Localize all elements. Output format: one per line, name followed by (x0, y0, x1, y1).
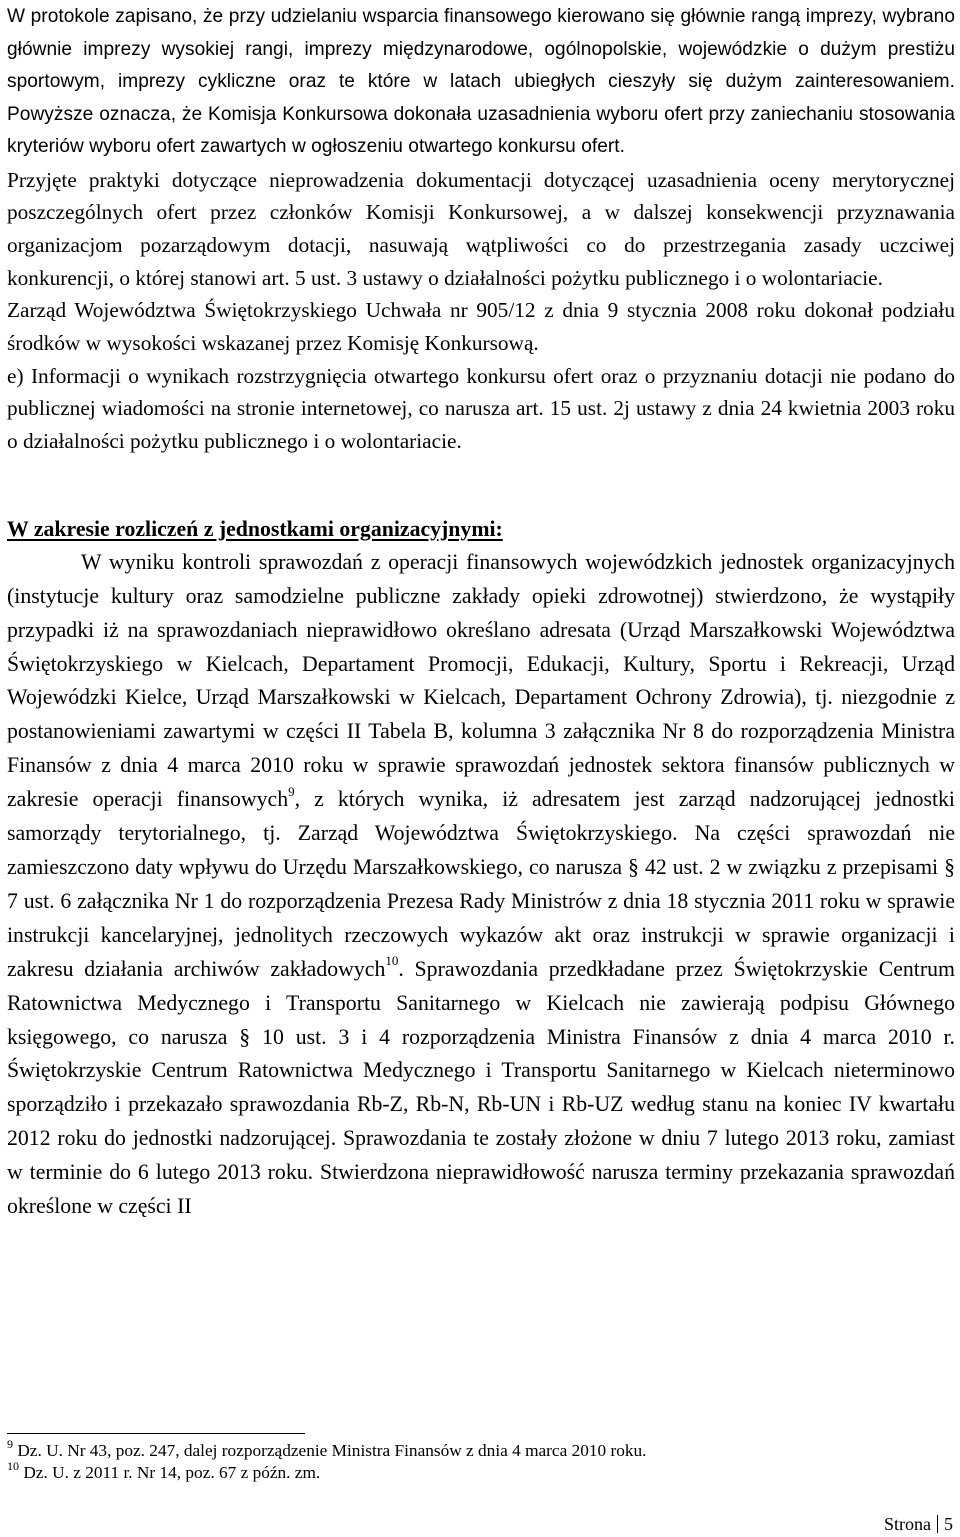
section-text-part1: W wyniku kontroli sprawozdań z operacji finansowych wojewódzkich jednostek organizacyjnych (instytucje kultury oraz samodzielne publiczne zakłady opieki zdrowotnej) stwierdzono, że wystąpiły przypadki iż na sprawozdaniach nieprawidłowo określano adresata (Urząd Marszałkowski Województwa Świętokrzyskiego w Kielcach, Departament Promocji, Edukacji, Kultury, Sportu i Rekreacji, Urząd Wojewódzki Kielce, Urząd Marszałkowski w Kielcach, Departament Ochrony Zdrowia), tj. niezgodnie z postanowieniami zawartymi w części II Tabela B, kolumna 3 załącznika Nr 8 do rozporządzenia Ministra Finansów z dnia 4 marca 2010 roku w sprawie sprawozdań jednostek sektora finansów publicznych w zakresie operacji finansowych (7, 549, 955, 812)
footnote-ref-9[interactable]: 9 (288, 783, 295, 799)
page-label: Strona (884, 1514, 931, 1534)
footnote-number: 9 (7, 1437, 13, 1452)
footnote-item (7, 1459, 947, 1484)
footnote-text: Dz. U. z 2011 r. Nr 14, poz. 67 z późn. zm. (23, 1463, 321, 1482)
footnote-number: 10 (7, 1459, 19, 1474)
page-footer (884, 1513, 953, 1535)
footnote-ref-10[interactable]: 10 (385, 953, 399, 969)
document-page (7, 0, 955, 1224)
section-heading: W zakresie rozliczeń z jednostkami organizacyjnymi: (7, 516, 503, 541)
footnote-divider (7, 1433, 305, 1434)
footnote-text: Dz. U. Nr 43, poz. 247, dalej rozporządzenie Ministra Finansów z dnia 4 marca 2010 roku. (17, 1441, 647, 1460)
section-text-part2: , z których wynika, iż adresatem jest zarząd nadzorującej jednostki samorządy terytorialnego, tj. Zarząd Województwa Świętokrzyskiego. Na części sprawozdań nie zamieszczono daty wpływu do Urzędu Marszałkowskiego, co narusza § 42 ust. 2 w związku z przepisami § 7 ust. 6 załącznika Nr 1 do rozporządzenia Prezesa Rady Ministrów z dnia 18 stycznia 2011 roku w sprawie instrukcji kancelaryjnej, jednolitych rzeczowych wykazów akt oraz instrukcji w sprawie organizacji i zakresu działania archiwów zakładowych (7, 787, 955, 981)
footnote-item (7, 1437, 947, 1462)
paragraph-selection-criteria: W protokole zapisano, że przy udzielaniu wsparcia finansowego kierowano się głównie rangą imprezy, wybrano głównie imprezy wysokiej rangi, imprezy międzynarodowe, ogólnopolskie, wojewódzkie o dużym prestiżu sportowym, imprezy cykliczne oraz te które w latach ubiegłych cieszyły się dużym zainteresowaniem. Powyższe oznacza, że Komisja Konkursowa dokonała uzasadnienia wyboru ofert przy zaniechaniu stosowania kryteriów wyboru ofert zawartych w ogłoszeniu otwartego konkursu ofert. (7, 6, 955, 157)
paragraph-publication-breach (7, 360, 955, 458)
paragraph-board-resolution: Zarząd Województwa Świętokrzyskiego Uchwała nr 905/12 z dnia 9 stycznia 2008 roku dokonał podziału środków w wysokości wskazanej przez Komisję Konkursową. (7, 298, 955, 356)
section-spacer (7, 458, 955, 512)
footnotes (7, 1437, 947, 1484)
point-letter: e (7, 363, 17, 388)
section-text-part3: . Sprawozdania przedkładane przez Świętokrzyskie Centrum Ratownictwa Medycznego i Transportu Sanitarnego w Kielcach nie zawierają podpisu Głównego księgowego, co narusza § 10 ust. 3 i 4 rozporządzenia Ministra Finansów z dnia 4 marca 2010 r. Świętokrzyskie Centrum Ratownictwa Medycznego i Transportu Sanitarnego w Kielcach nieterminowo sporządziło i przekazało sprawozdania Rb-Z, Rb-N, Rb-UN i Rb-UZ według stanu na koniec IV kwartału 2012 roku do jednostki nadzorującej. Sprawozdania te zostały złożone w dniu 7 lutego 2013 roku, zamiast w terminie do 6 lutego 2013 roku. Stwierdzona nieprawidłowość narusza terminy przekazania sprawozdań określone w części II (7, 956, 955, 1219)
section-paragraph (7, 546, 955, 1224)
footer-separator (937, 1515, 938, 1533)
point-text: ) Informacji o wynikach rozstrzygnięcia otwartego konkursu ofert oraz o przyznaniu dotacji nie podano do publicznej wiadomości na stronie internetowej, co narusza art. 15 ust. 2j ustawy z dnia 24 kwietnia 2003 roku o działalności pożytku publicznego i o wolontariacie. (7, 363, 955, 454)
page-number: 5 (944, 1514, 953, 1534)
paragraph-documentation-practices: Przyjęte praktyki dotyczące nieprowadzenia dokumentacji dotyczącej uzasadnienia oceny merytorycznej poszczególnych ofert przez członków Komisji Konkursowej, a w dalszej konsekwencji przyznawania organizacjom pozarządowym dotacji, nasuwają wątpliwości co do przestrzegania zasady uczciwej konkurencji, o której stanowi art. 5 ust. 3 ustawy o działalności pożytku publicznego i o wolontariacie. (7, 167, 955, 290)
